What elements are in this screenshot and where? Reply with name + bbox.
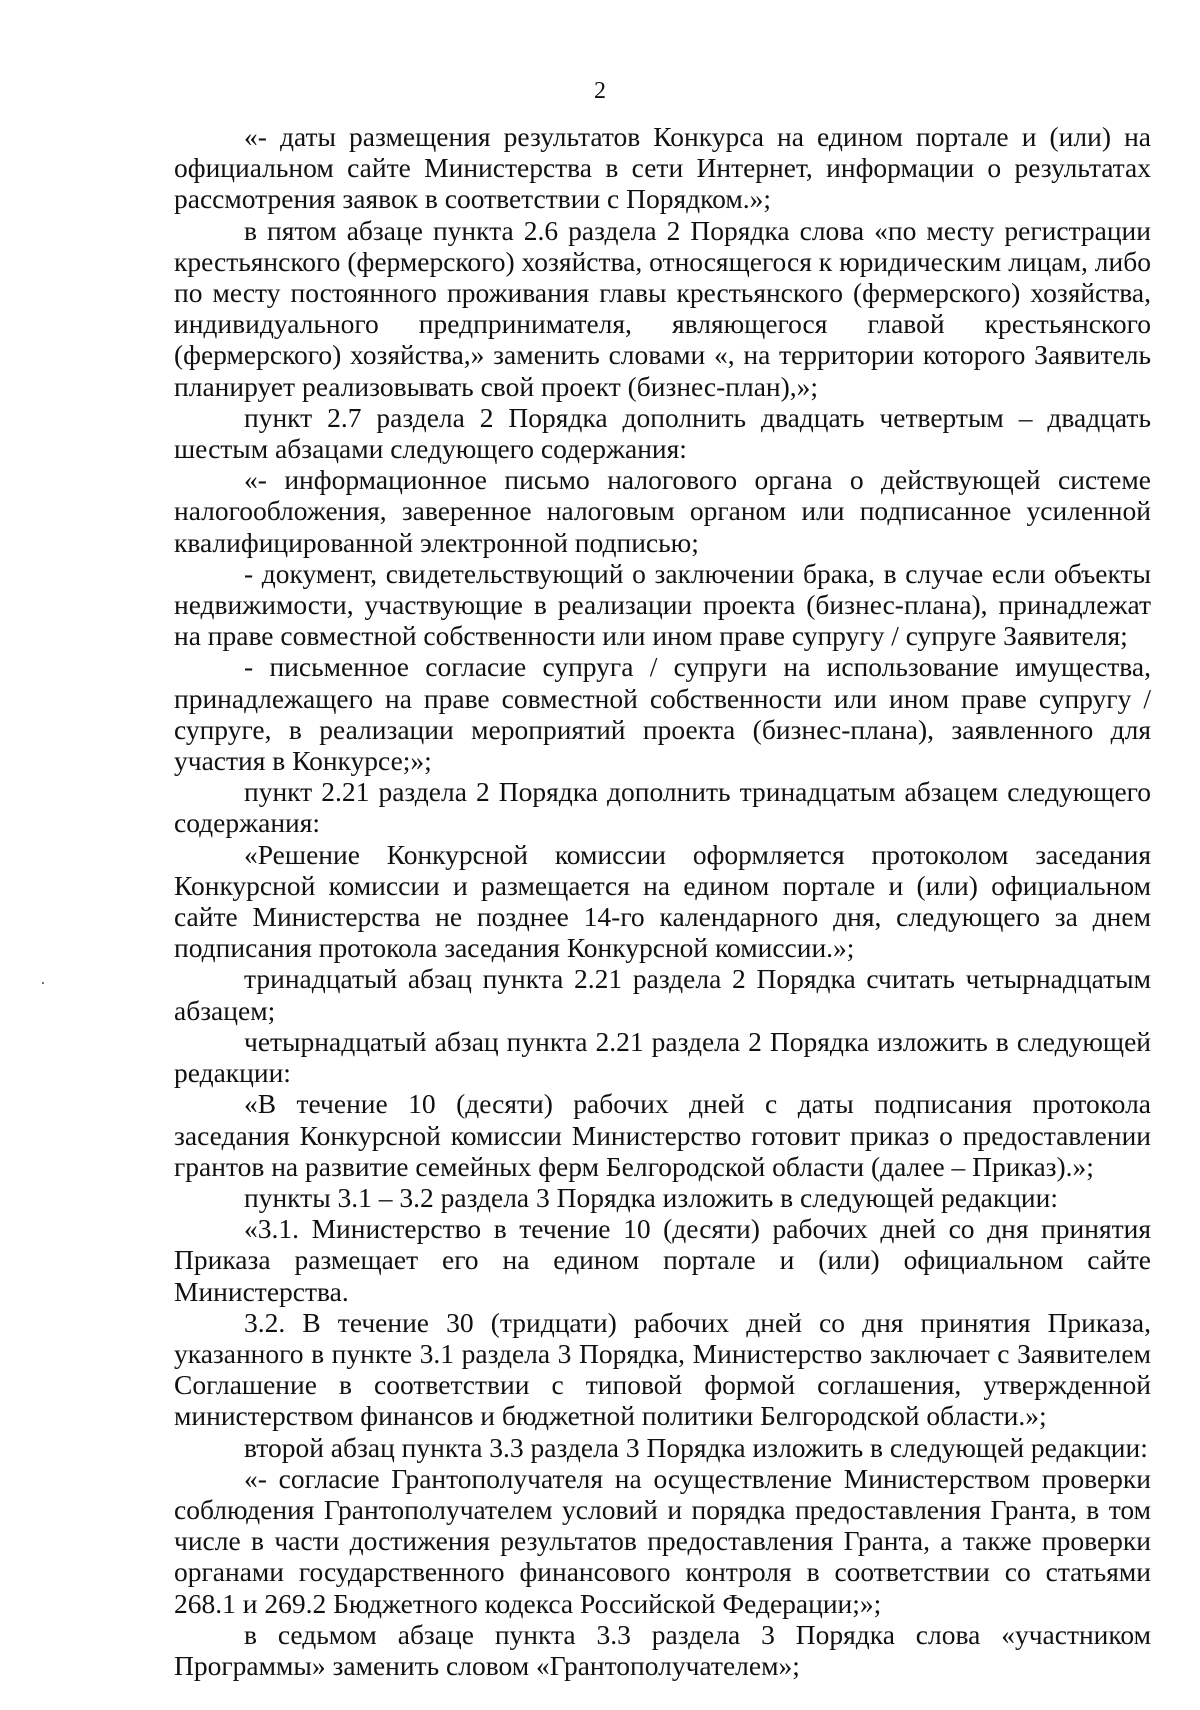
paragraph: «- согласие Грантополучателя на осуществление Министерством проверки соблюдения Грантополучателем условий и порядка предоставления Гранта, в том числе в части достижения результатов предоставления Гранта, а также проверки органами государственного финансового контроля в соответствии со статьями 268.1 и 269.2 Бюджетного кодекса Российской Федерации;»; [174,1462,1151,1619]
paragraph: второй абзац пункта 3.3 раздела 3 Порядка изложить в следующей редакции: [244,1431,1148,1463]
paragraph: - документ, свидетельствующий о заключении брака, в случае если объекты недвижимости, участвующие в реализации проекта (бизнес-плана), принадлежат на праве совместной собственности или ином праве супругу / супруге Заявителя; [174,557,1151,652]
paragraph: пункт 2.7 раздела 2 Порядка дополнить двадцать четвертым – двадцать шестым абзацами следующего содержания: [174,401,1151,465]
paragraph: «В течение 10 (десяти) рабочих дней с даты подписания протокола заседания Конкурсной комиссии Министерство готовит приказ о предоставлении грантов на развитие семейных ферм Белгородской области (далее – Приказ).»; [174,1088,1151,1182]
paragraph: «3.1. Министерство в течение 10 (десяти) рабочих дней со дня принятия Приказа размещает его на едином портале и (или) официальном сайте Министерства. [174,1213,1151,1307]
paragraph: четырнадцатый абзац пункта 2.21 раздела 2 Порядка изложить в следующей редакции: [174,1025,1151,1089]
paragraph: в пятом абзаце пункта 2.6 раздела 2 Порядка слова «по месту регистрации крестьянского (фермерского) хозяйства, относящегося к юридическим лицам, либо по месту постоянного проживания главы крестьянского (фермерского) хозяйства, индивидуального предпринимателя, являющегося главой крестьянского (фермерского) хозяйства,» заменить словами «, на территории которого Заявитель планирует реализовывать свой проект (бизнес-план),»; [174,214,1151,402]
paragraph: пункты 3.1 – 3.2 раздела 3 Порядка изложить в следующей редакции: [244,1181,1059,1213]
document-body [174,121,1151,1681]
paragraph: пункт 2.21 раздела 2 Порядка дополнить тринадцатым абзацем следующего содержания: [174,776,1151,839]
paragraph: в седьмом абзаце пункта 3.3 раздела 3 Порядка слова «участником Программы» заменить словом «Грантополучателем»; [174,1618,1151,1681]
paragraph: 3.2. В течение 30 (тридцати) рабочих дней со дня принятия Приказа, указанного в пункте 3.1 раздела 3 Порядка, Министерство заключает с Заявителем Соглашение в соответствии с типовой формой соглашения, утвержденной министерством финансов и бюджетной политики Белгородской области.»; [174,1306,1151,1432]
paragraph: тринадцатый абзац пункта 2.21 раздела 2 Порядка считать четырнадцатым абзацем; [174,963,1151,1026]
scan-speck [42,982,44,984]
paragraph: - письменное согласие супруга / супруги на использование имущества, принадлежащего на праве совместной собственности или ином праве супругу / супруге, в реализации мероприятий проекта (бизнес-плана), заявленного для участия в Конкурсе;»; [174,651,1151,777]
paragraph: «Решение Конкурсной комиссии оформляется протоколом заседания Конкурсной комиссии и размещается на едином портале и (или) официальном сайте Министерства не позднее 14-го календарного дня, следующего за днем подписания протокола заседания Конкурсной комиссии.»; [174,838,1151,964]
page-number: 2 [594,78,606,104]
paragraph: «- информационное письмо налогового органа о действующей системе налогообложения, заверенное налоговым органом или подписанное усиленной квалифицированной электронной подписью; [174,464,1151,558]
paragraph: «- даты размещения результатов Конкурса на едином портале и (или) на официальном сайте Министерства в сети Интернет, информации о результатах рассмотрения заявок в соответствии с Порядком.»; [174,121,1151,215]
